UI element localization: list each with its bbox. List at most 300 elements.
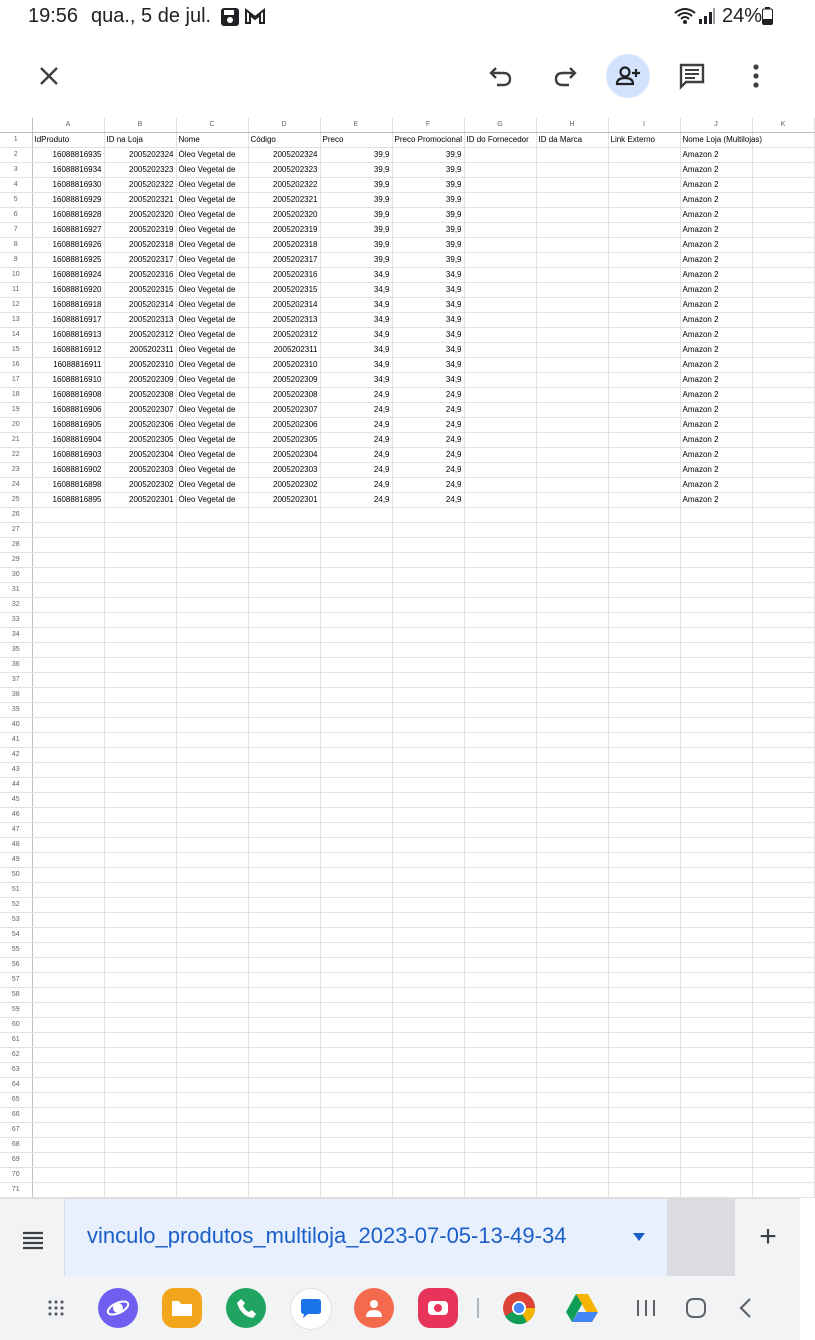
cell[interactable]: 2005202315 [104,283,176,298]
cell[interactable] [176,703,248,718]
cell[interactable]: IdProduto [32,133,104,148]
cell[interactable]: 2005202320 [248,208,320,223]
cell[interactable] [752,223,814,238]
cell[interactable] [32,718,104,733]
cell[interactable] [608,868,680,883]
cell[interactable] [536,1048,608,1063]
cell[interactable] [464,883,536,898]
cell[interactable] [104,628,176,643]
cell[interactable] [752,148,814,163]
cell[interactable] [608,358,680,373]
cell[interactable] [104,1153,176,1168]
cell[interactable] [320,793,392,808]
cell[interactable]: Óleo Vegetal de [176,193,248,208]
row-number[interactable]: 35 [0,643,32,658]
cell[interactable]: 16088816927 [32,223,104,238]
cell[interactable] [104,1123,176,1138]
cell[interactable] [32,958,104,973]
cell[interactable] [104,928,176,943]
cell[interactable] [392,913,464,928]
cell[interactable]: 2005202317 [248,253,320,268]
row-number[interactable]: 8 [0,238,32,253]
cell[interactable] [464,718,536,733]
cell[interactable] [464,928,536,943]
cell[interactable] [536,253,608,268]
cell[interactable] [32,703,104,718]
cell[interactable]: 2005202308 [104,388,176,403]
cell[interactable] [464,748,536,763]
cell[interactable] [536,1063,608,1078]
select-all-corner[interactable] [0,118,32,133]
cell[interactable]: 2005202319 [104,223,176,238]
cell[interactable]: 2005202316 [104,268,176,283]
cell[interactable] [608,1108,680,1123]
cell[interactable] [104,1003,176,1018]
cell[interactable] [320,1108,392,1123]
cell[interactable] [680,1018,752,1033]
cell[interactable]: 34,9 [392,328,464,343]
cell[interactable] [752,298,814,313]
cell[interactable] [680,568,752,583]
cell[interactable] [176,643,248,658]
cell[interactable] [752,568,814,583]
cell[interactable] [104,868,176,883]
cell[interactable] [248,1168,320,1183]
cell[interactable]: 2005202301 [104,493,176,508]
phone-icon[interactable] [226,1288,266,1328]
cell[interactable] [752,823,814,838]
cell[interactable]: 16088816918 [32,298,104,313]
cell[interactable] [680,1168,752,1183]
cell[interactable] [608,1138,680,1153]
cell[interactable]: Óleo Vegetal de [176,313,248,328]
cell[interactable] [464,433,536,448]
cell[interactable] [176,778,248,793]
cell[interactable]: 34,9 [320,358,392,373]
cell[interactable] [608,538,680,553]
cell[interactable] [608,403,680,418]
cell[interactable] [608,223,680,238]
cell[interactable]: Amazon 2 [680,448,752,463]
cell[interactable] [464,898,536,913]
row-number[interactable]: 36 [0,658,32,673]
row-number[interactable]: 27 [0,523,32,538]
cell[interactable] [608,583,680,598]
cell[interactable] [32,943,104,958]
cell[interactable] [608,478,680,493]
cell[interactable] [32,853,104,868]
cell[interactable] [176,988,248,1003]
cell[interactable]: 24,9 [392,433,464,448]
cell[interactable] [32,673,104,688]
cell[interactable] [320,883,392,898]
cell[interactable] [392,1033,464,1048]
cell[interactable]: Amazon 2 [680,343,752,358]
cell[interactable] [248,913,320,928]
cell[interactable] [752,493,814,508]
cell[interactable]: Óleo Vegetal de [176,418,248,433]
cell[interactable]: 2005202304 [104,448,176,463]
cell[interactable] [680,868,752,883]
cell[interactable] [392,598,464,613]
cell[interactable] [176,808,248,823]
cell[interactable]: Link Externo [608,133,680,148]
cell[interactable] [464,388,536,403]
cell[interactable] [608,148,680,163]
cell[interactable] [536,823,608,838]
cell[interactable] [752,598,814,613]
cell[interactable]: Amazon 2 [680,388,752,403]
cell[interactable] [32,1153,104,1168]
row-number[interactable]: 18 [0,388,32,403]
cell[interactable] [176,613,248,628]
cell[interactable] [320,1048,392,1063]
cell[interactable] [32,838,104,853]
cell[interactable]: 34,9 [392,358,464,373]
cell[interactable] [752,403,814,418]
cell[interactable] [464,988,536,1003]
cell[interactable] [320,1003,392,1018]
cell[interactable] [392,823,464,838]
cell[interactable] [320,1138,392,1153]
column-header[interactable]: B [104,118,176,133]
row-number[interactable]: 71 [0,1183,32,1198]
cell[interactable]: 24,9 [320,463,392,478]
cell[interactable] [464,958,536,973]
row-number[interactable]: 65 [0,1093,32,1108]
cell[interactable] [680,598,752,613]
cell[interactable] [608,628,680,643]
cell[interactable] [464,328,536,343]
cell[interactable] [464,538,536,553]
cell[interactable] [464,688,536,703]
cell[interactable] [104,1108,176,1123]
cell[interactable]: 24,9 [320,493,392,508]
cell[interactable] [320,628,392,643]
cell[interactable] [104,568,176,583]
cell[interactable]: Óleo Vegetal de [176,268,248,283]
cell[interactable] [536,268,608,283]
cell[interactable] [176,868,248,883]
apps-grid-button[interactable] [36,1288,76,1328]
cell[interactable]: 24,9 [392,493,464,508]
cell[interactable] [752,733,814,748]
cell[interactable] [32,1063,104,1078]
cell[interactable] [680,628,752,643]
cell[interactable] [104,733,176,748]
cell[interactable]: 24,9 [392,418,464,433]
cell[interactable] [608,1078,680,1093]
cell[interactable]: 2005202306 [248,418,320,433]
cell[interactable] [680,1078,752,1093]
cell[interactable] [752,808,814,823]
cell[interactable] [392,1123,464,1138]
cell[interactable]: 2005202305 [104,433,176,448]
cell[interactable] [680,853,752,868]
row-number[interactable]: 53 [0,913,32,928]
cell[interactable] [32,763,104,778]
cell[interactable] [392,958,464,973]
cell[interactable] [176,1078,248,1093]
cell[interactable] [536,298,608,313]
cell[interactable] [680,898,752,913]
cell[interactable] [464,373,536,388]
cell[interactable] [752,1183,814,1198]
cell[interactable] [464,823,536,838]
cell[interactable] [536,778,608,793]
cell[interactable] [536,343,608,358]
cell[interactable] [608,1003,680,1018]
cell[interactable] [608,883,680,898]
cell[interactable] [680,688,752,703]
column-header[interactable]: F [392,118,464,133]
cell[interactable] [680,718,752,733]
cell[interactable] [176,973,248,988]
cell[interactable] [464,418,536,433]
cell[interactable] [608,298,680,313]
column-header[interactable]: C [176,118,248,133]
cell[interactable] [248,718,320,733]
cell[interactable]: ID da Marca [536,133,608,148]
cell[interactable] [464,358,536,373]
row-number[interactable]: 6 [0,208,32,223]
undo-button[interactable] [479,54,523,98]
cell[interactable] [608,388,680,403]
cell[interactable]: Amazon 2 [680,373,752,388]
row-number[interactable]: 61 [0,1033,32,1048]
cell[interactable] [392,1183,464,1198]
cell[interactable] [176,943,248,958]
cell[interactable] [752,1123,814,1138]
cell[interactable]: 16088816908 [32,388,104,403]
cell[interactable] [248,808,320,823]
cell[interactable] [248,598,320,613]
cell[interactable] [608,1033,680,1048]
row-number[interactable]: 4 [0,178,32,193]
cell[interactable] [464,733,536,748]
row-number[interactable]: 40 [0,718,32,733]
column-header[interactable]: D [248,118,320,133]
cell[interactable] [608,493,680,508]
cell[interactable] [536,193,608,208]
row-number[interactable]: 43 [0,763,32,778]
cell[interactable] [248,1093,320,1108]
cell[interactable] [464,493,536,508]
cell[interactable] [320,853,392,868]
cell[interactable] [320,898,392,913]
cell[interactable] [752,418,814,433]
cell[interactable]: Óleo Vegetal de [176,463,248,478]
cell[interactable] [176,1123,248,1138]
cell[interactable] [464,673,536,688]
cell[interactable] [104,553,176,568]
cell[interactable] [32,1033,104,1048]
cell[interactable] [248,793,320,808]
cell[interactable]: 2005202312 [104,328,176,343]
column-header[interactable]: I [608,118,680,133]
cell[interactable] [608,1063,680,1078]
cell[interactable]: Amazon 2 [680,193,752,208]
cell[interactable] [32,928,104,943]
cell[interactable]: Amazon 2 [680,208,752,223]
cell[interactable] [248,508,320,523]
cell[interactable] [680,673,752,688]
cell[interactable] [248,628,320,643]
cell[interactable] [608,853,680,868]
drive-icon[interactable] [562,1288,602,1328]
cell[interactable] [608,598,680,613]
cell[interactable] [752,478,814,493]
cell[interactable] [536,853,608,868]
home-button[interactable] [676,1288,716,1328]
cell[interactable] [752,193,814,208]
cell[interactable] [464,178,536,193]
cell[interactable]: 2005202321 [248,193,320,208]
cell[interactable] [392,763,464,778]
row-number[interactable]: 20 [0,418,32,433]
cell[interactable] [752,943,814,958]
cell[interactable]: 34,9 [320,313,392,328]
cell[interactable] [392,1018,464,1033]
cell[interactable] [464,1108,536,1123]
column-header[interactable]: E [320,118,392,133]
cell[interactable] [608,238,680,253]
cell[interactable]: Óleo Vegetal de [176,298,248,313]
cell[interactable] [32,808,104,823]
cell[interactable] [176,1138,248,1153]
cell[interactable] [536,148,608,163]
cell[interactable] [536,178,608,193]
cell[interactable]: 2005202317 [104,253,176,268]
cell[interactable] [392,853,464,868]
cell[interactable] [176,1063,248,1078]
cell[interactable] [248,928,320,943]
cell[interactable] [752,1138,814,1153]
cell[interactable]: 2005202305 [248,433,320,448]
cell[interactable] [32,1093,104,1108]
cell[interactable] [608,808,680,823]
cell[interactable] [752,1093,814,1108]
cell[interactable] [608,553,680,568]
cell[interactable] [536,238,608,253]
cell[interactable]: 39,9 [320,208,392,223]
row-number[interactable]: 63 [0,1063,32,1078]
cell[interactable] [536,898,608,913]
cell[interactable]: 39,9 [320,163,392,178]
cell[interactable] [32,1108,104,1123]
cell[interactable] [176,1093,248,1108]
row-number[interactable]: 42 [0,748,32,763]
cell[interactable]: 24,9 [320,448,392,463]
cell[interactable] [752,958,814,973]
cell[interactable] [248,1063,320,1078]
cell[interactable] [680,1063,752,1078]
cell[interactable] [536,808,608,823]
cell[interactable]: Amazon 2 [680,223,752,238]
row-number[interactable]: 47 [0,823,32,838]
cell[interactable]: 2005202301 [248,493,320,508]
row-number[interactable]: 68 [0,1138,32,1153]
cell[interactable] [608,283,680,298]
cell[interactable] [248,643,320,658]
cell[interactable] [680,823,752,838]
cell[interactable] [680,748,752,763]
cell[interactable] [104,838,176,853]
cell[interactable] [608,268,680,283]
cell[interactable]: 2005202310 [248,358,320,373]
cell[interactable] [392,1048,464,1063]
cell[interactable]: 2005202320 [104,208,176,223]
cell[interactable] [32,1138,104,1153]
cell[interactable] [320,778,392,793]
cell[interactable] [536,583,608,598]
cell[interactable] [752,583,814,598]
cell[interactable] [32,748,104,763]
cell[interactable] [248,868,320,883]
cell[interactable]: 2005202309 [248,373,320,388]
cell[interactable] [392,613,464,628]
cell[interactable]: 2005202323 [248,163,320,178]
cell[interactable] [608,733,680,748]
cell[interactable] [104,883,176,898]
row-number[interactable]: 60 [0,1018,32,1033]
cell[interactable] [392,628,464,643]
cell[interactable]: 39,9 [392,223,464,238]
cell[interactable] [680,883,752,898]
cell[interactable] [464,913,536,928]
cell[interactable] [32,988,104,1003]
close-button[interactable] [27,54,71,98]
cell[interactable]: 34,9 [320,328,392,343]
cell[interactable]: 16088816929 [32,193,104,208]
cell[interactable] [248,538,320,553]
cell[interactable]: 39,9 [392,163,464,178]
cell[interactable] [608,943,680,958]
cell[interactable] [176,1168,248,1183]
row-number[interactable]: 45 [0,793,32,808]
row-number[interactable]: 25 [0,493,32,508]
cell[interactable] [392,1003,464,1018]
cell[interactable] [680,538,752,553]
cell[interactable]: ID na Loja [104,133,176,148]
cell[interactable] [176,853,248,868]
cell[interactable] [752,253,814,268]
row-number[interactable]: 2 [0,148,32,163]
cell[interactable]: Amazon 2 [680,418,752,433]
cell[interactable]: 2005202306 [104,418,176,433]
cell[interactable] [608,688,680,703]
cell[interactable] [320,928,392,943]
cell[interactable] [392,538,464,553]
cell[interactable] [176,1108,248,1123]
cell[interactable] [464,283,536,298]
cell[interactable] [392,793,464,808]
cell[interactable] [752,853,814,868]
cell[interactable] [752,1108,814,1123]
cell[interactable]: Amazon 2 [680,238,752,253]
cell[interactable] [752,538,814,553]
cell[interactable] [104,853,176,868]
cell[interactable] [752,523,814,538]
row-number[interactable]: 32 [0,598,32,613]
row-number[interactable]: 16 [0,358,32,373]
cell[interactable] [320,658,392,673]
cell[interactable] [320,583,392,598]
cell[interactable] [104,988,176,1003]
cell[interactable] [680,658,752,673]
cell[interactable] [392,928,464,943]
cell[interactable]: Óleo Vegetal de [176,358,248,373]
